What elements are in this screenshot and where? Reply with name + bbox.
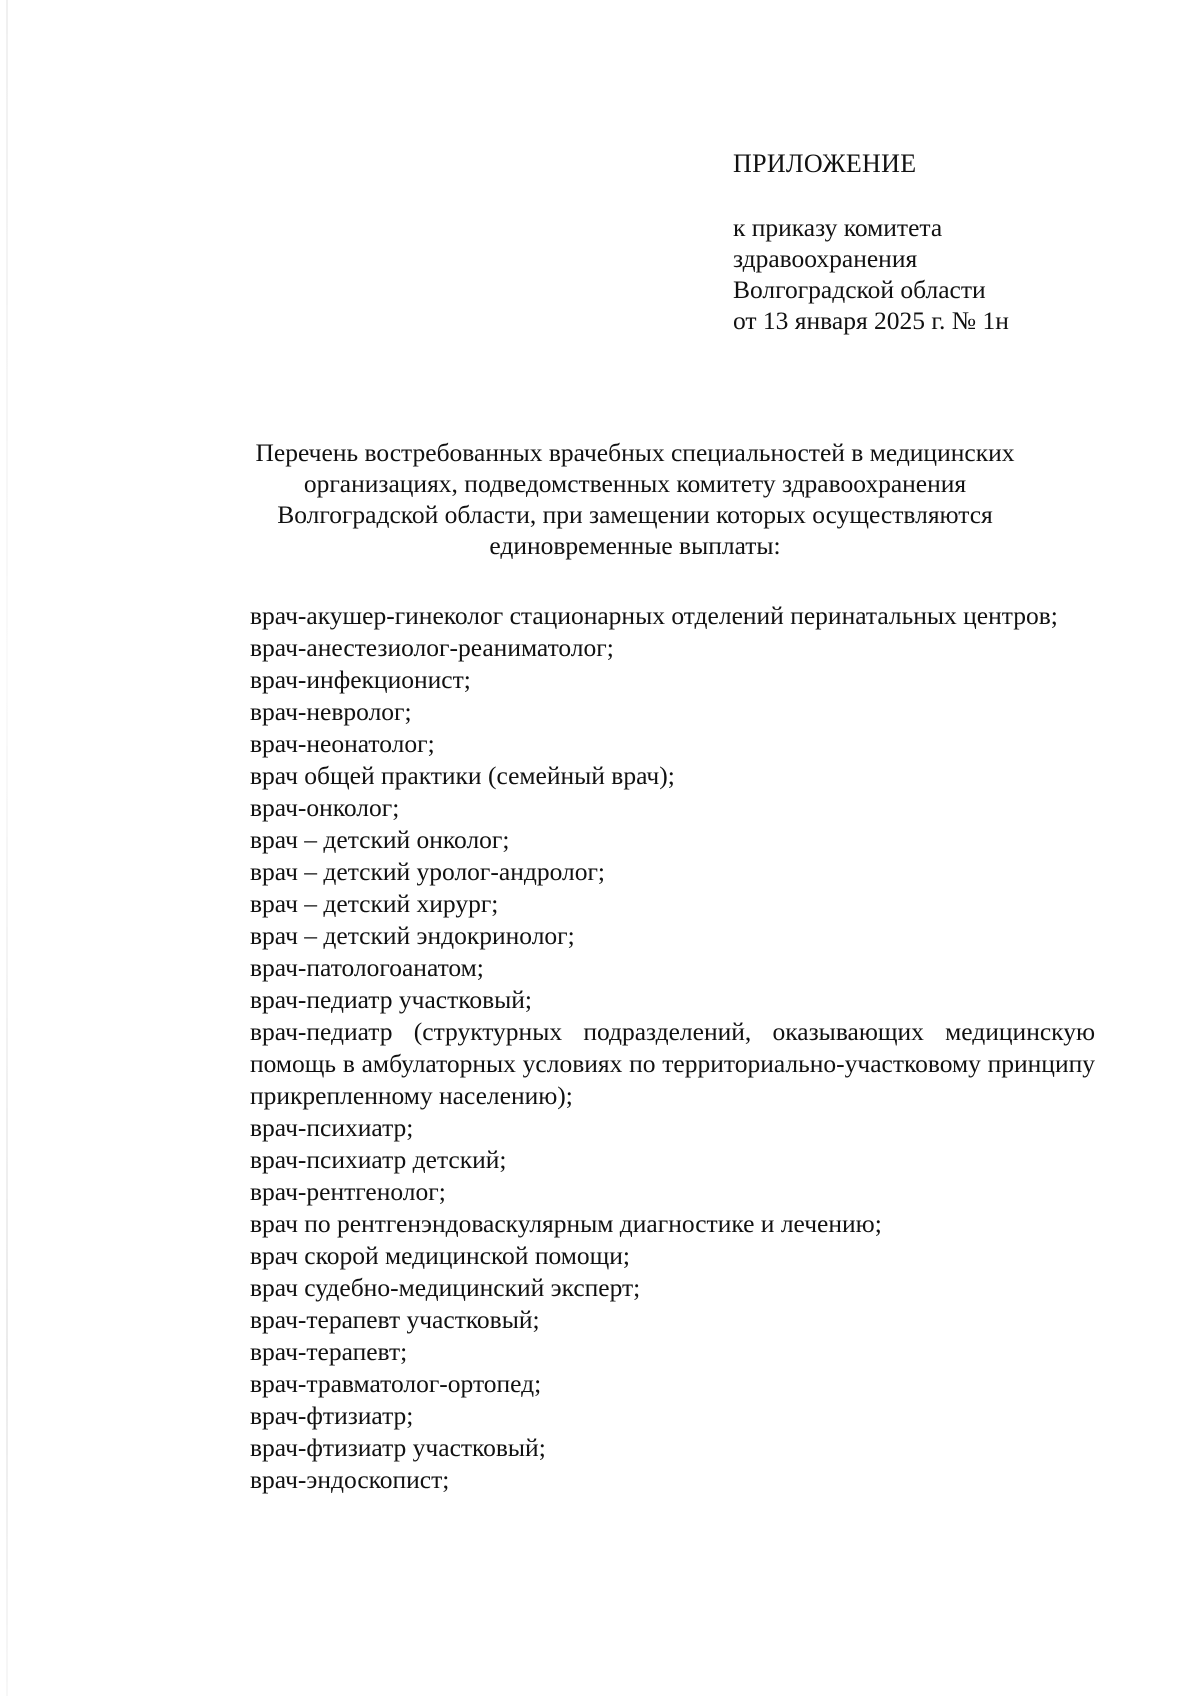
- list-item: врач-психиатр;: [250, 1113, 414, 1142]
- list-item: врач-неонатолог;: [250, 729, 435, 758]
- appendix-line-committee: здравоохранения: [733, 244, 918, 273]
- specialties-list: [250, 600, 1095, 1496]
- list-item: врач – детский онколог;: [250, 825, 510, 854]
- list-item: врач-онколог;: [250, 793, 400, 822]
- heading-line: единовременные выплаты:: [489, 531, 781, 560]
- list-item: врач скорой медицинской помощи;: [250, 1241, 630, 1270]
- list-item: врач-анестезиолог-реаниматолог;: [250, 633, 614, 662]
- list-item: врач-педиатр участковый;: [250, 985, 532, 1014]
- list-item: врач – детский уролог-андролог;: [250, 857, 605, 886]
- list-item: врач-невролог;: [250, 697, 412, 726]
- list-item: врач-эндоскопист;: [250, 1465, 450, 1494]
- list-item: врач судебно-медицинский эксперт;: [250, 1273, 641, 1302]
- document-heading: [170, 437, 1100, 561]
- list-item: врач-инфекционист;: [250, 665, 471, 694]
- list-item: врач-психиатр детский;: [250, 1145, 507, 1174]
- appendix-title: ПРИЛОЖЕНИЕ: [733, 149, 917, 178]
- list-item: врач-травматолог-ортопед;: [250, 1369, 542, 1398]
- list-item: врач – детский эндокринолог;: [250, 921, 575, 950]
- list-item: врач-терапевт;: [250, 1337, 408, 1366]
- list-item: врач общей практики (семейный врач);: [250, 761, 675, 790]
- heading-line: Волгоградской области, при замещении которых осуществляются: [277, 500, 993, 529]
- list-item: врач-рентгенолог;: [250, 1177, 446, 1206]
- appendix-line-region: Волгоградской области: [733, 275, 986, 304]
- heading-line: Перечень востребованных врачебных специальностей в медицинских: [255, 438, 1015, 467]
- list-item: врач-фтизиатр;: [250, 1401, 414, 1430]
- list-item: врач-акушер-гинеколог стационарных отделений перинатальных центров;: [250, 601, 1058, 630]
- list-item: врач по рентгенэндоваскулярным диагностике и лечению;: [250, 1209, 882, 1238]
- appendix-block: [733, 148, 1133, 336]
- appendix-line-order: к приказу комитета: [733, 213, 943, 242]
- list-item: врач-терапевт участковый;: [250, 1305, 540, 1334]
- list-item: врач – детский хирург;: [250, 889, 499, 918]
- list-item: врач-патологоанатом;: [250, 953, 484, 982]
- list-item: врач-педиатр (структурных подразделений, оказывающих медицинскую помощь в амбулаторных условиях по территориально-участковому принципу прикрепленному населению);: [250, 1017, 1095, 1110]
- list-item: врач-фтизиатр участковый;: [250, 1433, 546, 1462]
- appendix-line-date: от 13 января 2025 г. № 1н: [733, 306, 1009, 335]
- scan-edge-shadow: [6, 0, 8, 1696]
- heading-line: организациях, подведомственных комитету здравоохранения: [303, 469, 967, 498]
